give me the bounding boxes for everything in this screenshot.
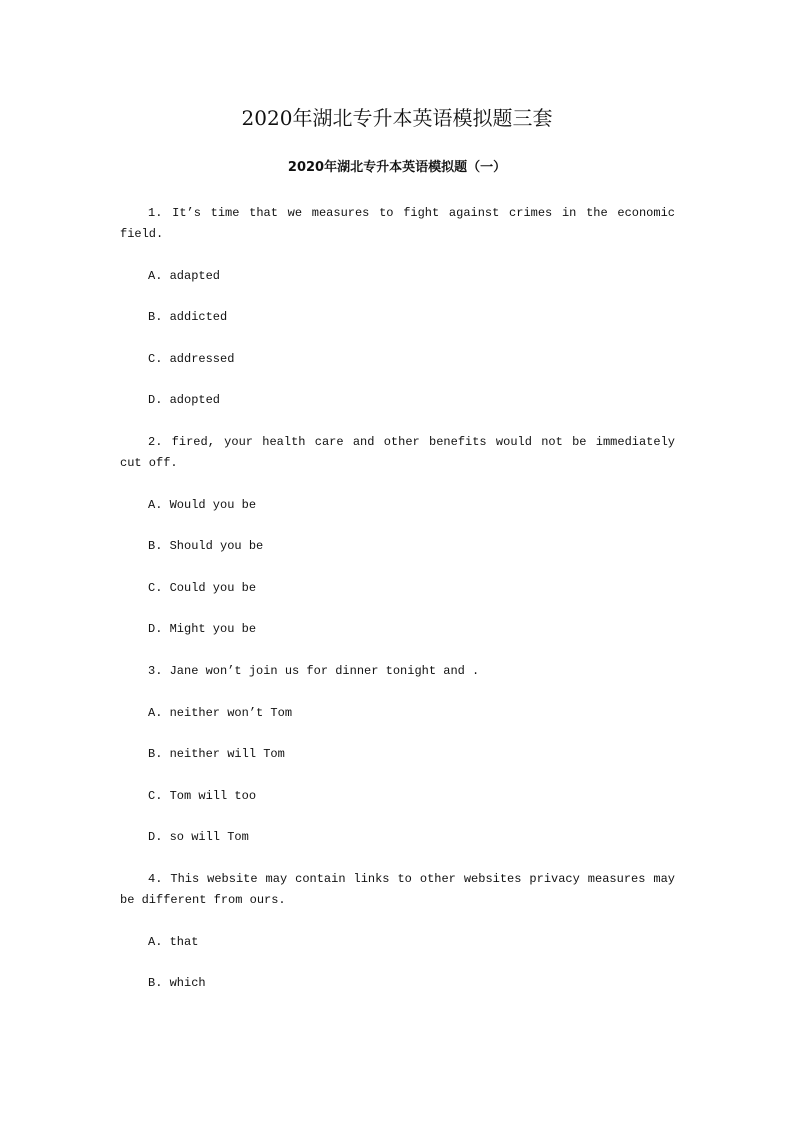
question-4-option-b: B. which: [148, 976, 206, 991]
question-1: 1. It’s time that we measures to fight against crimes in the economic field.: [120, 206, 675, 241]
question-2-option-c: C. Could you be: [148, 580, 257, 595]
question-4: 4. This website may contain links to other websites privacy measures may be different from ours.: [120, 871, 675, 907]
question-3-option-c: C. Tom will too: [148, 788, 257, 803]
question-4-option-a: A. that: [148, 934, 199, 949]
question-2-option-d: D. Might you be: [148, 622, 257, 637]
question-1-option-c: C. addressed: [148, 351, 235, 366]
question-2-option-a: A. Would you be: [148, 497, 257, 512]
section-title: 2020年湖北专升本英语模拟题（一）: [287, 160, 507, 175]
question-3-option-b: B. neither will Tom: [148, 747, 285, 762]
question-1-option-a: A. adapted: [148, 268, 221, 283]
question-3-option-d: D. so will Tom: [148, 830, 249, 845]
question-2-option-b: B. Should you be: [148, 539, 264, 554]
question-2: 2. fired, your health care and other benefits would not be immediately cut off.: [120, 434, 675, 470]
question-3: 3. Jane won’t join us for dinner tonight and .: [148, 663, 480, 678]
question-1-option-d: D. adopted: [148, 393, 221, 408]
question-3-option-a: A. neither won’t Tom: [148, 705, 293, 720]
document-title: 2020年湖北专升本英语模拟题三套: [241, 106, 553, 130]
question-1-option-b: B. addicted: [148, 310, 228, 325]
document-body: [120, 203, 675, 1015]
